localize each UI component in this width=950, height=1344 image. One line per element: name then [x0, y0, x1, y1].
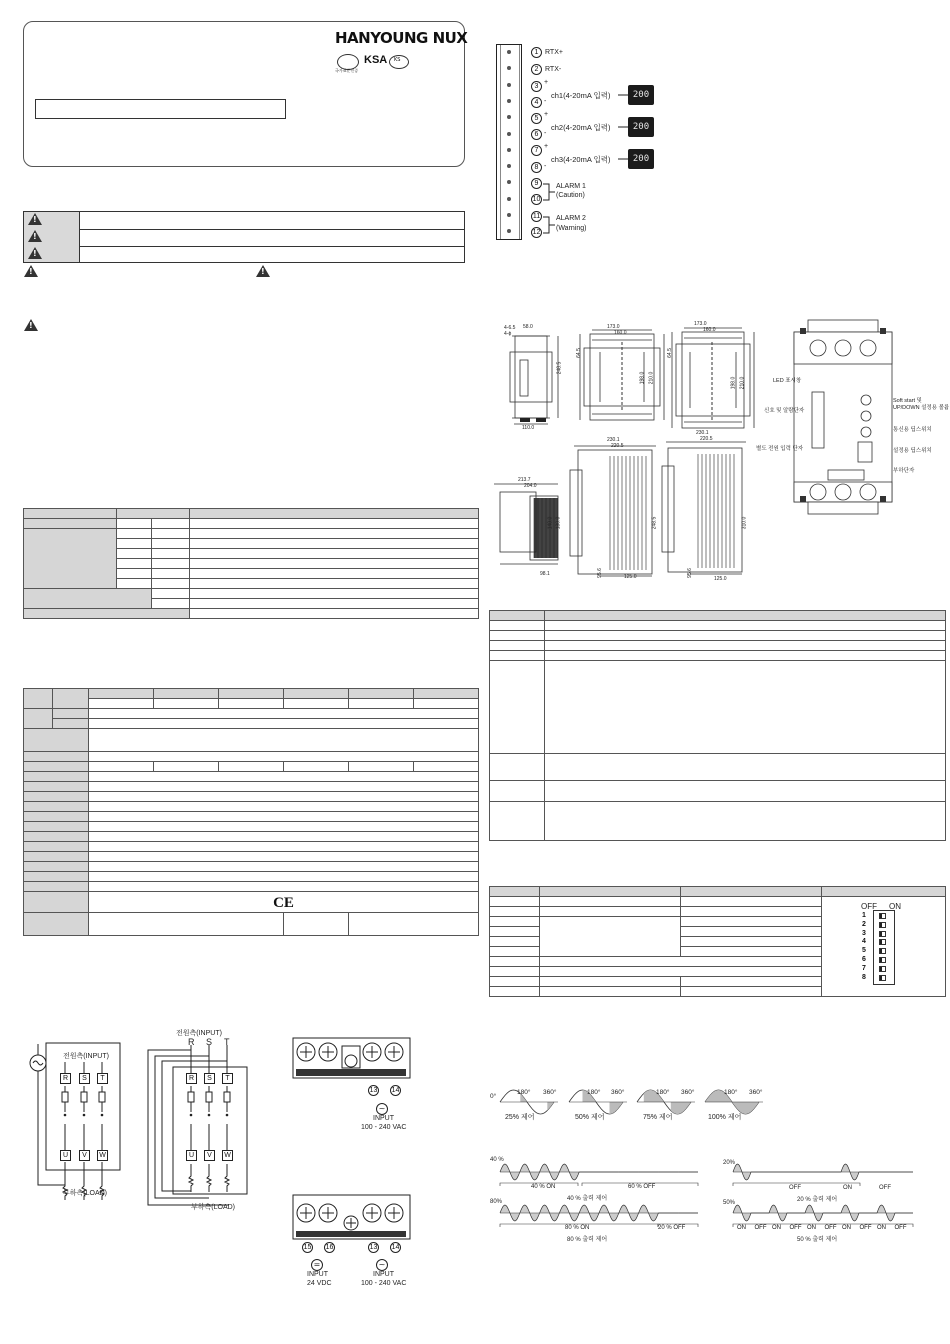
three-term-v: V [204, 1150, 215, 1161]
upper-ac-source-icon: ~ [376, 1103, 388, 1115]
phase-deg360-4: 360° [749, 1089, 763, 1096]
cycle-b-on: 80 % ON [565, 1225, 590, 1231]
single-term-r: R [60, 1073, 71, 1084]
dip-number: 2 [862, 920, 866, 928]
term-7: 7 [531, 145, 542, 156]
spec-table [23, 688, 479, 936]
suffix-code-table [23, 508, 479, 619]
dip-toggle[interactable] [879, 966, 886, 972]
warning-col-line [79, 212, 80, 262]
alarm1-label: ALARM 1 [556, 183, 586, 190]
term-2-label: RTX- [545, 66, 562, 73]
three-term-s: S [204, 1073, 215, 1084]
cycle-a-label: 40 % 출력 제어 [567, 1196, 608, 1202]
cycle-b-pct: 80% [490, 1199, 503, 1205]
cycle-d-state: OFF [824, 1225, 837, 1231]
dip-toggle[interactable] [879, 957, 886, 963]
lower-term-14: 14 [391, 1244, 400, 1251]
caution-icon [28, 247, 42, 259]
dim-bot-5: 230.1 [607, 437, 620, 443]
cycle-d-state: OFF [754, 1225, 767, 1231]
dip-number: 5 [862, 947, 866, 955]
terminal-screw [507, 50, 511, 54]
dip-number: 4 [862, 938, 866, 946]
lower-term-13: 13 [369, 1244, 378, 1251]
dim-top-11: 160.0 [703, 327, 716, 333]
phase-label-75: 75% 제어 [643, 1114, 673, 1121]
cycle-d-state: OFF [789, 1225, 802, 1231]
dim-bot-0: 213.7 [518, 477, 531, 483]
model-input-box [35, 99, 286, 119]
dim-bot-8: 125.0 [624, 574, 637, 580]
terminal-screw [507, 83, 511, 87]
dip-toggle[interactable] [879, 975, 886, 981]
single-input-label: 전원측(INPUT) [63, 1053, 109, 1060]
single-term-w: W [97, 1150, 108, 1161]
dim-bot-3: 130.0 [555, 516, 562, 530]
upper-input-range: 100 - 240 VAC [361, 1124, 407, 1131]
ch-leader-lines [618, 90, 630, 170]
dip-toggle[interactable] [879, 913, 886, 919]
upper-term-13: 13 [369, 1087, 378, 1094]
three-s-label: S [206, 1037, 213, 1047]
cycle-d-state: ON [877, 1225, 886, 1231]
term-5: 5 [531, 113, 542, 124]
dim-top-9: 210.0 [648, 371, 655, 385]
dip-number: 1 [862, 912, 866, 919]
dip-number: 7 [862, 964, 866, 972]
terminal-screw [507, 213, 511, 217]
panel-load-label: 부하단자 [893, 468, 915, 474]
phase-deg360: 360° [543, 1089, 557, 1096]
phase-shade [671, 1102, 691, 1114]
cycle-d-state: ON [772, 1225, 781, 1231]
lower-dc-label: INPUT [307, 1271, 328, 1278]
dimension-drawings-top [500, 322, 760, 434]
upper-term-14: 14 [391, 1087, 400, 1094]
phase-deg360-2: 360° [611, 1089, 625, 1096]
cycle-control-waves [488, 1156, 918, 1246]
caution-icon-3 [256, 265, 270, 277]
ch2-label: ch2(4-20mA 입력) [551, 123, 611, 132]
power-terminal-lower [292, 1193, 412, 1243]
terminal-screw [507, 148, 511, 152]
caution-icon-2 [24, 265, 38, 277]
dim-top-6: 160.0 [614, 330, 627, 336]
term-3-sign: + [544, 79, 549, 86]
dip-toggle[interactable] [879, 939, 886, 945]
ch3-label: ch3(4-20mA 입력) [551, 155, 611, 164]
phase-deg360-3: 360° [681, 1089, 695, 1096]
warning-icon [28, 230, 42, 242]
dim-top-14: 210.0 [739, 376, 746, 390]
cycle-c-off2: OFF [879, 1185, 891, 1191]
cycle-a-pct: 40 % [490, 1157, 504, 1163]
cycle-c-off: OFF [789, 1185, 801, 1191]
cycle-c-label: 20 % 출력 제어 [797, 1197, 838, 1203]
cycle-c-on: ON [843, 1185, 852, 1191]
three-term-r: R [186, 1073, 197, 1084]
ce-mark: CE [273, 895, 294, 911]
ac-source-icon: ~ [376, 1259, 388, 1271]
term-12: 12 [532, 229, 541, 236]
dim-bot-10: 230.1 [696, 430, 709, 436]
phase-deg0: 0° [490, 1093, 497, 1100]
dim-top-12: 64.5 [666, 348, 673, 358]
cycle-b-off: 20 % OFF [658, 1225, 686, 1231]
single-load-label: 부하측(LOAD) [63, 1190, 108, 1197]
cert-logos [337, 54, 409, 74]
three-t-label: T [224, 1037, 230, 1047]
warning-row-line-2 [79, 246, 464, 247]
dim-bot-4: 98.1 [540, 571, 550, 577]
term-1-label: RTX+ [545, 49, 563, 56]
cycle-c-pct: 20% [723, 1160, 736, 1166]
caution-icon-4 [24, 319, 38, 331]
dim-bot-14: 310.0 [741, 516, 748, 530]
three-term-u: U [186, 1150, 197, 1161]
three-phase-wiring [145, 1030, 285, 1220]
term-4-sign: - [544, 98, 547, 105]
ch1-label: ch1(4-20mA 입력) [551, 91, 611, 100]
lower-term-16: 16 [325, 1244, 334, 1251]
ch2-display: 200 [628, 117, 654, 137]
lower-term-15: 15 [303, 1244, 312, 1251]
phase-label-100: 100% 제어 [708, 1114, 742, 1121]
term-4: 4 [531, 97, 542, 108]
dim-top-8: 198.0 [639, 371, 646, 385]
panel-comm-dip-label: 통신용 딥스위치 [893, 427, 932, 433]
panel-set-dip-label: 설정용 딥스위치 [893, 448, 932, 454]
cycle-d-state: OFF [894, 1225, 907, 1231]
cert-left-text: 국가표준인증 [335, 68, 359, 73]
dip-on-label: ON [889, 902, 901, 911]
term-9: 9 [531, 178, 542, 189]
dip-toggle[interactable] [879, 922, 886, 928]
term-5-sign: + [544, 111, 549, 118]
phase-shade [547, 1102, 554, 1111]
cycle-d-state: OFF [859, 1225, 872, 1231]
term-10: 10 [532, 196, 541, 203]
three-term-w: W [222, 1150, 233, 1161]
dim-bot-13: 95.6 [686, 568, 693, 578]
term-8-sign: - [544, 163, 547, 170]
dip-toggle[interactable] [879, 931, 886, 937]
cert-ksa: KSA [364, 54, 388, 66]
panel-softstart-label: Soft start 및 [893, 398, 922, 404]
terminal-strip [496, 44, 522, 240]
dim-top-13: 198.0 [730, 376, 737, 390]
dim-bot-11: 220.5 [700, 436, 713, 442]
dip-off-label: OFF [861, 902, 877, 911]
description-table [489, 610, 946, 841]
phase-deg180-2: 180° [587, 1089, 601, 1096]
cycle-d-pct: 50% [723, 1200, 736, 1206]
term-11: 11 [532, 213, 541, 220]
dim-top-1: 4-ϕ [504, 331, 512, 337]
cycle-d-state: ON [737, 1225, 746, 1231]
cycle-d-state: ON [842, 1225, 851, 1231]
single-term-u: U [60, 1150, 71, 1161]
upper-input-label: INPUT [373, 1115, 394, 1122]
three-term-t: T [222, 1073, 233, 1084]
dim-top-4: 110.0 [522, 425, 535, 431]
cert-right-text: KS [394, 57, 401, 63]
power-terminal-upper [292, 1036, 412, 1084]
term-3: 3 [531, 81, 542, 92]
three-r-label: R [188, 1037, 195, 1047]
term-6-sign: - [544, 130, 547, 137]
alarm-brackets [541, 175, 557, 245]
alarm2-label: ALARM 2 [556, 215, 586, 222]
term-8: 8 [531, 162, 542, 173]
panel-led-label: LED 표시창 [773, 378, 802, 384]
dip-number: 3 [862, 929, 866, 937]
single-term-t: T [97, 1073, 108, 1084]
panel-ctrl-label: 별도 전원 입력 단자 [756, 446, 804, 452]
term-7-sign: + [544, 143, 549, 150]
alarm1-sub: (Caution) [556, 192, 585, 199]
lower-ac-range: 100 - 240 VAC [361, 1280, 407, 1287]
term-6: 6 [531, 129, 542, 140]
dim-bot-7: 248.5 [651, 516, 658, 530]
dim-top-5: 173.0 [607, 324, 620, 330]
dim-bot-1: 204.0 [524, 483, 537, 489]
dimension-drawings-bottom [490, 436, 755, 586]
dim-top-0: 4-6.5 [504, 325, 516, 331]
dip-number: 8 [862, 973, 866, 981]
single-term-s: S [79, 1073, 90, 1084]
single-term-v: V [79, 1150, 90, 1161]
panel-updown-label: UP/DOWN 설정용 볼륨 [893, 405, 950, 411]
lower-dc-range: 24 VDC [307, 1280, 332, 1287]
term-2: 2 [531, 64, 542, 75]
dim-bot-9: 95.6 [596, 568, 603, 578]
phase-deg180-3: 180° [656, 1089, 670, 1096]
three-input-label: 전원측(INPUT) [176, 1030, 222, 1037]
phase-deg180-4: 180° [724, 1089, 738, 1096]
lower-ac-label: INPUT [373, 1271, 394, 1278]
warning-row-line-1 [79, 229, 464, 230]
terminal-screw [507, 197, 511, 201]
ch1-display: 200 [628, 85, 654, 105]
cycle-b-label: 80 % 출력 제어 [567, 1237, 608, 1243]
alarm2-sub: (Warning) [556, 225, 587, 232]
dim-top-7: 64.5 [575, 348, 582, 358]
dim-top-10: 173.0 [694, 321, 707, 327]
phase-shade [610, 1102, 624, 1114]
dip-toggle[interactable] [879, 948, 886, 954]
danger-icon [28, 213, 42, 225]
panel-signal-label: 신호 및 알람단자 [764, 408, 805, 414]
dc-source-icon: = [311, 1259, 323, 1271]
term-1: 1 [531, 47, 542, 58]
dim-bot-12: 125.0 [714, 576, 727, 582]
cycle-d-state: ON [807, 1225, 816, 1231]
terminal-screw [507, 132, 511, 136]
dim-top-3: 248.5 [556, 361, 563, 375]
front-panel-drawing [788, 318, 898, 516]
phase-deg180: 180° [517, 1089, 531, 1096]
ch3-display: 200 [628, 149, 654, 169]
cycle-d-label: 50 % 출력 제어 [797, 1237, 838, 1243]
dim-bot-2: 140.0 [547, 516, 554, 530]
brand-logo: HANYOUNG NUX [335, 29, 468, 47]
terminal-screw [507, 99, 511, 103]
dim-bot-6: 220.5 [611, 443, 624, 449]
dim-top-2: 58.0 [523, 324, 533, 330]
cycle-a-on: 40 % ON [531, 1184, 556, 1190]
phase-label-25: 25% 제어 [505, 1114, 535, 1121]
dip-number: 6 [862, 956, 866, 963]
warning-table [23, 211, 465, 263]
phase-label-50: 50% 제어 [575, 1114, 605, 1121]
cycle-a-off: 60 % OFF [628, 1184, 656, 1190]
three-load-label: 부하측(LOAD) [191, 1204, 236, 1211]
